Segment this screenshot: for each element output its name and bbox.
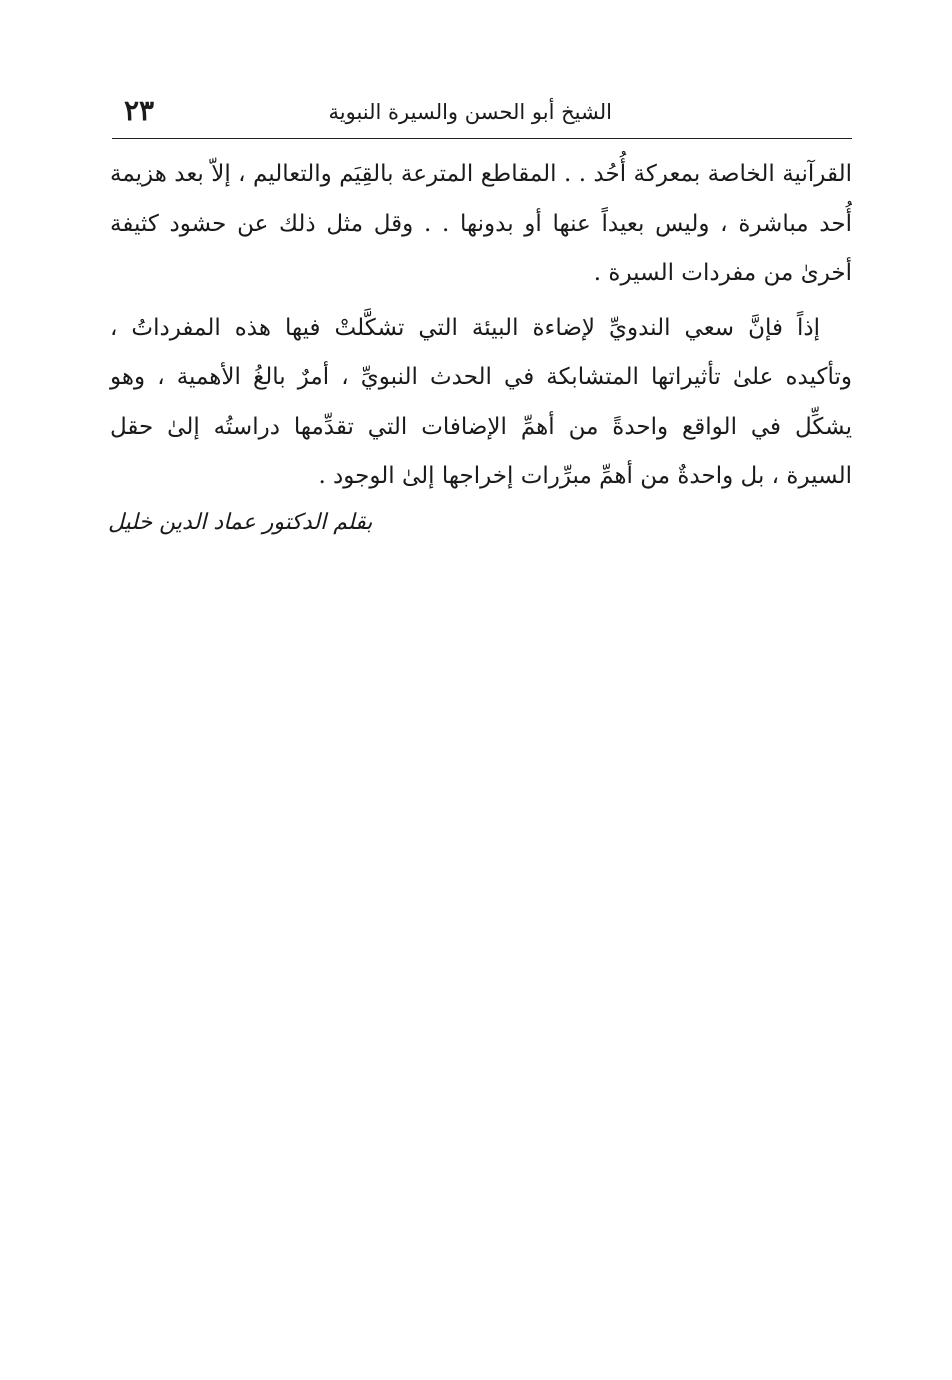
body-text [110,150,852,502]
paragraph-1: القرآنية الخاصة بمعركة أُحُد . . المقاطع المترعة بالقِيَم والتعاليم ، إلاّ بعد هزيمة أُحد مباشرة ، وليس بعيداً عنها أو بدونها . . وقل مثل ذلك عن حشود كثيفة أخرىٰ من مفردات السيرة . [110,161,852,286]
paragraph-2: إذاً فإنَّ سعي الندويِّ لإضاءة البيئة التي تشكَّلتْ فيها هذه المفرداتُ ، وتأكيده علىٰ تأثيراتها المتشابكة في الحدث النبويِّ ، أمرٌ بالغُ الأهمية ، وهو يشكِّل في الواقع واحدةً من أهمِّ الإضافات التي تقدِّمها دراستُه إلىٰ حقل السيرة ، بل واحدةٌ من أهمِّ مبرِّرات إخراجها إلىٰ الوجود . [110,314,852,489]
running-header [112,92,852,139]
author-signature: بقلم الدكتور عماد الدين خليل [108,510,373,535]
running-header-title: الشيخ أبو الحسن والسيرة النبوية [328,100,612,124]
page-number: ٢٣ [124,94,155,127]
